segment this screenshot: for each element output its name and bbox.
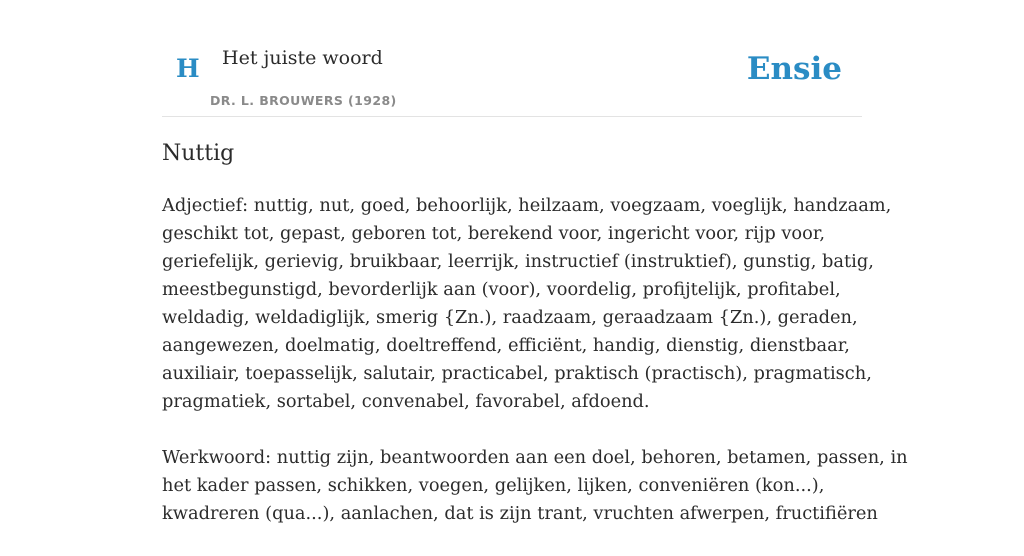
entry-line: pragmatiek, sortabel, convenabel, favorabel, afdoend.: [162, 391, 650, 412]
ensie-logo[interactable]: Ensie: [746, 51, 842, 87]
book-author: DR. L. BROUWERS (1928): [210, 93, 397, 108]
entry-paragraph-adjective: [162, 192, 892, 416]
entry-line: geriefelijk, gerievig, bruikbaar, leerrijk, instructief (instruktief), gunstig, batig,: [162, 251, 874, 272]
entry-line: geschikt tot, gepast, geboren tot, berekend voor, ingericht voor, rijp voor,: [162, 223, 826, 244]
entry-line: aangewezen, doelmatig, doeltreffend, efficiënt, handig, dienstig, dienstbaar,: [162, 335, 850, 356]
book-logo-letter[interactable]: H: [176, 54, 200, 83]
entry-body: [162, 192, 908, 528]
entry-line: weldadig, weldadiglijk, smerig {Zn.), raadzaam, geraadzaam {Zn.), geraden,: [162, 307, 858, 328]
entry-line: Adjectief: nuttig, nut, goed, behoorlijk, heilzaam, voegzaam, voeglijk, handzaam,: [162, 195, 892, 216]
entry-paragraph-verb: [162, 444, 908, 528]
site-header: [162, 0, 862, 117]
entry-line: het kader passen, schikken, voegen, gelijken, lijken, conveniëren (kon...),: [162, 475, 825, 496]
entry-line: meestbegunstigd, bevorderlijk aan (voor), voordelig, profijtelijk, profitabel,: [162, 279, 841, 300]
book-title-link[interactable]: Het juiste woord: [222, 47, 383, 69]
entry-line: kwadreren (qua...), aanlachen, dat is zijn trant, vruchten afwerpen, fructifiëren: [162, 503, 878, 524]
entry-line: auxiliair, toepasselijk, salutair, practicabel, praktisch (practisch), pragmatisch,: [162, 363, 872, 384]
entry-content: [162, 138, 908, 556]
entry-title: Nuttig: [162, 141, 235, 166]
entry-line: Werkwoord: nuttig zijn, beantwoorden aan een doel, behoren, betamen, passen, in: [162, 447, 908, 468]
